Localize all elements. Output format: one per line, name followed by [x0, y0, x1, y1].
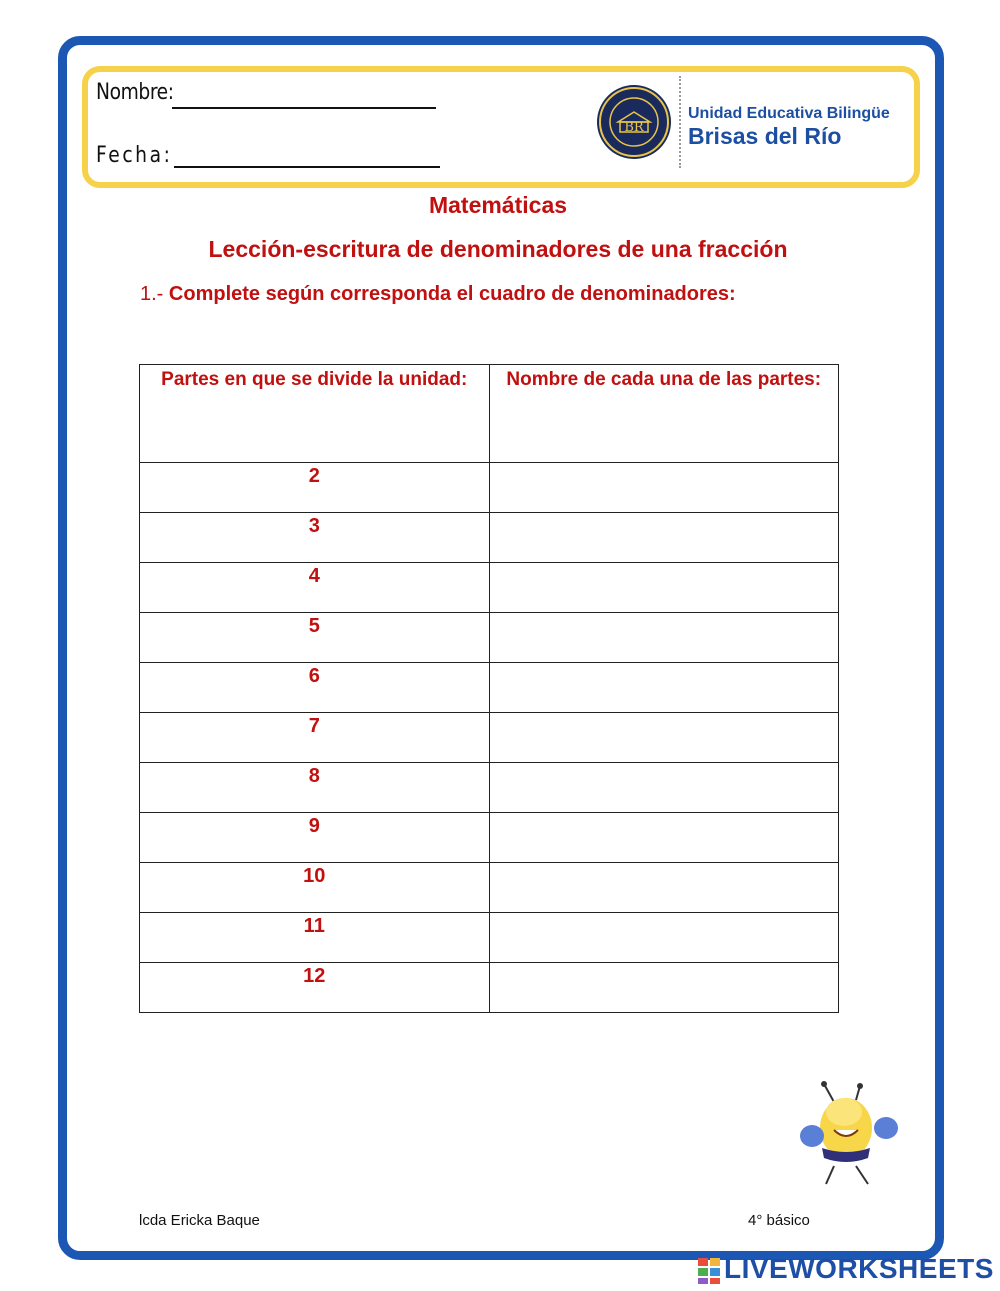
school-seal-logo	[596, 84, 672, 160]
answer-cell[interactable]	[489, 713, 839, 763]
nombre-line[interactable]	[172, 107, 436, 109]
table-row	[140, 663, 839, 713]
seal-initials: BR	[624, 120, 644, 135]
parts-cell: 10	[140, 863, 490, 913]
footer-author: lcda Ericka Baque	[139, 1212, 260, 1229]
answer-cell[interactable]	[489, 513, 839, 563]
nombre-label: Nombre:	[96, 80, 174, 105]
parts-cell: 5	[140, 613, 490, 663]
liveworksheets-logo-icon	[698, 1256, 722, 1286]
answer-cell[interactable]	[489, 963, 839, 1013]
answer-cell[interactable]	[489, 663, 839, 713]
instruction-number: 1.-	[140, 283, 164, 305]
school-name-line1: Unidad Educativa Bilingüe	[688, 105, 890, 122]
instruction-text: Complete según corresponda el cuadro de denominadores:	[168, 283, 736, 305]
header-separator	[679, 76, 681, 168]
table-row	[140, 513, 839, 563]
denominators-table	[139, 364, 839, 1013]
parts-cell: 11	[140, 913, 490, 963]
answer-cell[interactable]	[489, 913, 839, 963]
answer-cell[interactable]	[489, 613, 839, 663]
subject-title: Matemáticas	[428, 192, 568, 218]
parts-cell: 7	[140, 713, 490, 763]
fecha-line[interactable]	[174, 166, 440, 168]
table-row	[140, 463, 839, 513]
answer-cell[interactable]	[489, 863, 839, 913]
liveworksheets-brand: LIVEWORKSHEETS	[724, 1253, 994, 1284]
parts-cell: 3	[140, 513, 490, 563]
header-names: Nombre de cada una de las partes:	[489, 365, 839, 463]
table-row	[140, 613, 839, 663]
table-row	[140, 563, 839, 613]
answer-cell[interactable]	[489, 763, 839, 813]
footer-grade: 4° básico	[748, 1212, 810, 1229]
table-row	[140, 763, 839, 813]
answer-cell[interactable]	[489, 813, 839, 863]
table-row	[140, 863, 839, 913]
answer-cell[interactable]	[489, 563, 839, 613]
header-parts: Partes en que se divide la unidad:	[140, 365, 490, 463]
parts-cell: 4	[140, 563, 490, 613]
lesson-title: Lección-escritura de denominadores de una fracción	[208, 236, 788, 262]
instruction	[140, 283, 736, 306]
school-name-line2: Brisas del Río	[688, 123, 842, 149]
table-row	[140, 813, 839, 863]
fecha-label: Fecha:	[96, 143, 173, 168]
table-row	[140, 913, 839, 963]
parts-cell: 2	[140, 463, 490, 513]
table-row	[140, 713, 839, 763]
bee-mascot-icon	[794, 1080, 908, 1190]
parts-cell: 9	[140, 813, 490, 863]
parts-cell: 6	[140, 663, 490, 713]
parts-cell: 8	[140, 763, 490, 813]
answer-cell[interactable]	[489, 463, 839, 513]
table-row	[140, 963, 839, 1013]
parts-cell: 12	[140, 963, 490, 1013]
